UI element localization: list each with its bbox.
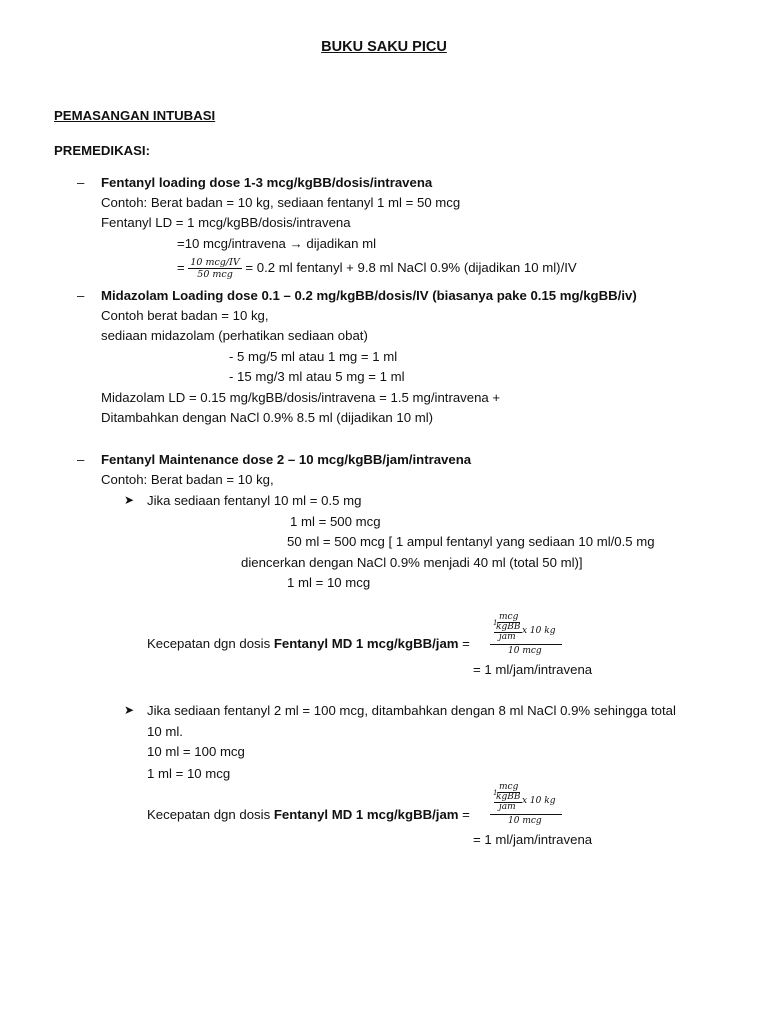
fentanyl-md-heading: Fentanyl Maintenance dose 2 – 10 mcg/kgBB/jam/intravena [101,452,472,467]
fraction [188,257,241,280]
rate-fraction [490,782,562,830]
text-line: 10 ml. [147,724,183,739]
text-span: Kecepatan dgn dosis [147,636,274,651]
fraction-text: 10 mcg [508,646,542,656]
text-line: Fentanyl LD = 1 mcg/kgBB/dosis/intravena [101,215,351,230]
text-line: Ditambahkan dengan NaCl 0.9% 8.5 ml (dijadikan 10 ml) [101,410,434,425]
text-line: Jika sediaan fentanyl 10 ml = 0.5 mg [147,493,362,508]
section-heading: PEMASANGAN INTUBASI [54,108,216,123]
text-span: dijadikan ml [302,236,377,251]
text-line: 10 ml = 100 mcg [147,744,245,759]
arrow-bullet-icon: ➤ [124,703,135,717]
text-line: Contoh: Berat badan = 10 kg, [101,472,274,487]
equals-sign: = [458,636,470,651]
result-line: = 1 ml/jam/intravena [473,832,593,847]
fraction-bar [490,814,562,815]
text-span: Fentanyl MD 1 mcg/kgBB/jam [273,636,459,651]
rate-fraction [490,612,562,660]
midazolam-ld-heading: Midazolam Loading dose 0.1 – 0.2 mg/kgBB/dosis/IV (biasanya pake 0.15 mg/kgBB/iv) [101,288,637,303]
rate-line [147,805,470,826]
formula-line [177,256,577,280]
text-line: diencerkan dengan NaCl 0.9% menjadi 40 ml (total 50 ml)] [241,555,583,570]
text-span: Kecepatan dgn dosis [147,807,274,822]
equals-sign: = [177,260,185,275]
fraction-text: 10 mcg [508,816,542,826]
arrow-bullet-icon: ➤ [124,493,135,507]
arrow-icon: → [289,236,303,251]
page-title: BUKU SAKU PICU [321,39,447,55]
text-line: Jika sediaan fentanyl 2 ml = 100 mcg, ditambahkan dengan 8 ml NaCl 0.9% sehingga total [147,703,676,718]
text-span: Fentanyl MD 1 mcg/kgBB/jam [273,807,459,822]
list-dash: – [77,452,85,467]
text-span: =10 mcg/intravena [177,236,286,251]
option-item: - 5 mg/5 ml atau 1 mg = 1 ml [229,349,398,364]
fraction-numerator: 10 mcg/IV [190,257,240,269]
text-line: 1 ml = 500 mcg [290,514,381,529]
fraction-text: jam [499,632,516,642]
result-line: = 1 ml/jam/intravena [473,662,593,677]
text-line: Contoh berat badan = 10 kg, [101,308,269,323]
rate-line [147,634,470,655]
fraction-text: kgBB [496,622,521,632]
fraction-text: kgBB [496,792,521,802]
text-line: Midazolam LD = 0.15 mg/kgBB/dosis/intravena = 1.5 mg/intravena + [101,390,501,405]
fraction-text: x 10 kg [522,796,556,806]
fraction-text: 1 [493,619,498,627]
text-line [177,234,376,255]
equals-sign: = [458,807,470,822]
fraction-denominator: 50 mcg [197,269,233,281]
list-dash: – [77,175,85,190]
subsection-heading: PREMEDIKASI: [54,143,150,158]
fraction-text: mcg [499,782,519,792]
text-line: Contoh: Berat badan = 10 kg, sediaan fentanyl 1 ml = 50 mcg [101,195,461,210]
fraction-bar [490,644,562,645]
fraction-text: 1 [493,789,498,797]
fentanyl-ld-heading: Fentanyl loading dose 1-3 mcg/kgBB/dosis/intravena [101,175,433,190]
text-line: 1 ml = 10 mcg [147,766,231,781]
text-line: 1 ml = 10 mcg [287,575,371,590]
fraction-text: jam [499,802,516,812]
fraction-text: x 10 kg [522,626,556,636]
text-line: 50 ml = 500 mcg [ 1 ampul fentanyl yang sediaan 10 ml/0.5 mg [287,534,655,549]
fraction-text: mcg [499,612,519,622]
text-span: = 0.2 ml fentanyl + 9.8 ml NaCl 0.9% (dijadikan 10 ml)/IV [241,260,577,275]
option-item: - 15 mg/3 ml atau 5 mg = 1 ml [229,369,405,384]
list-dash: – [77,288,85,303]
text-line: sediaan midazolam (perhatikan sediaan obat) [101,328,368,343]
